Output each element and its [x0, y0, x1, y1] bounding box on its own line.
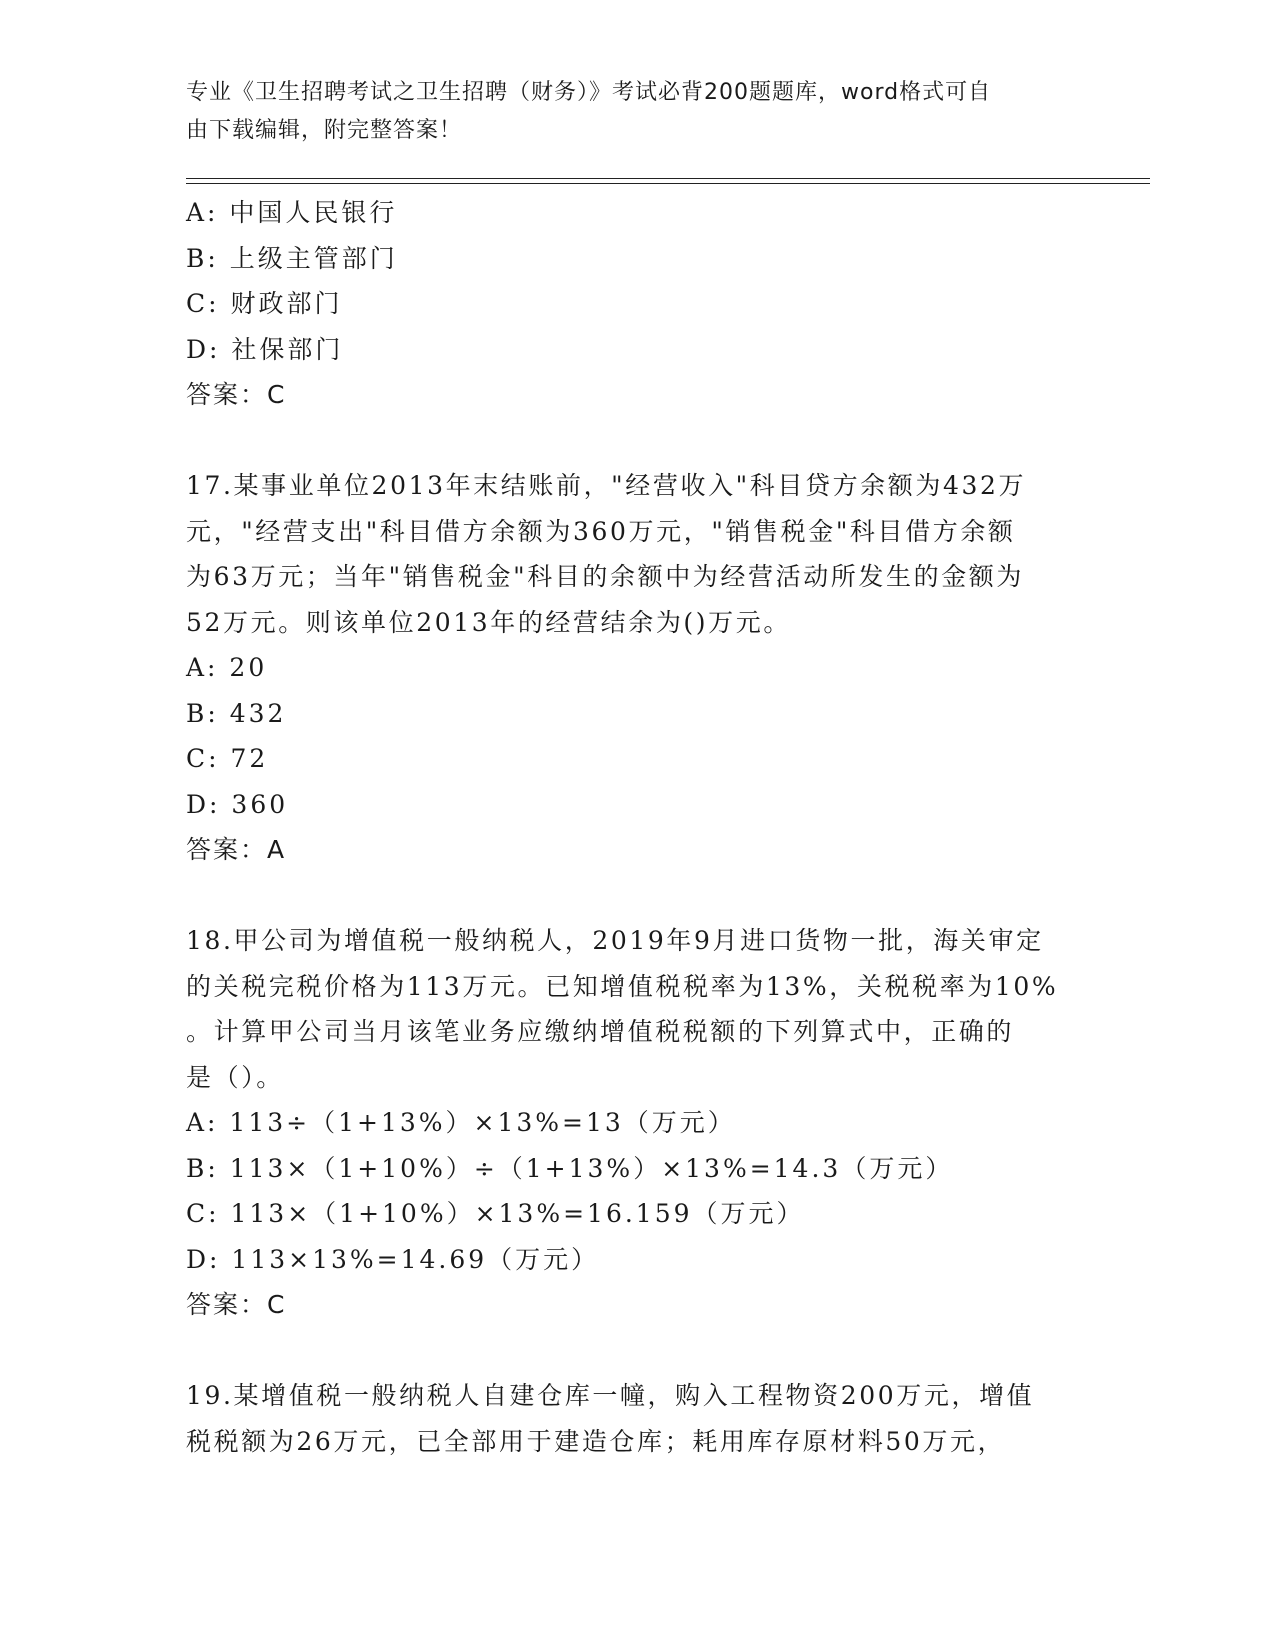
answer-line: 答案：C [186, 1290, 287, 1319]
option-c: C: 72 [186, 744, 269, 773]
question-text [186, 463, 1086, 645]
question-text [186, 1373, 1086, 1464]
option-b: B: 113×（1+10%）÷（1+13%）×13%=14.3（万元） [186, 1153, 954, 1183]
question-line: 元，"经营支出"科目借方余额为360万元，"销售税金"科目借方余额 [186, 516, 1016, 546]
question-line: 为63万元；当年"销售税金"科目的余额中为经营活动所发生的金额为 [186, 562, 1025, 591]
answer-line: 答案：C [186, 380, 287, 409]
question-16 [186, 190, 1086, 418]
option-d: D: 社保部门 [186, 334, 344, 364]
question-line: 19.某增值税一般纳税人自建仓库一幢，购入工程物资200万元，增值 [186, 1381, 1035, 1410]
question-line: 52万元。则该单位2013年的经营结余为()万元。 [186, 607, 791, 637]
question-line: 17.某事业单位2013年末结账前，"经营收入"科目贷方余额为432万 [186, 471, 1027, 500]
question-17 [186, 463, 1086, 873]
question-line: 税税额为26万元，已全部用于建造仓库；耗用库存原材料50万元， [186, 1426, 1006, 1456]
option-b: B: 上级主管部门 [186, 243, 398, 273]
option-b: B: 432 [186, 698, 287, 728]
question-line: 的关税完税价格为113万元。已知增值税税率为13%，关税税率为10% [186, 971, 1059, 1001]
header-divider-bottom [186, 183, 1150, 184]
document-body [186, 190, 1086, 1464]
option-a: A: 中国人民银行 [186, 198, 398, 227]
option-a: A: 113÷（1+13%）×13%=13（万元） [186, 1108, 736, 1137]
header-line-1: 专业《卫生招聘考试之卫生招聘（财务）》考试必背200题题库，word格式可自 [186, 80, 992, 105]
question-line: 是（）。 [186, 1062, 284, 1092]
question-18 [186, 918, 1086, 1328]
option-c: C: 113×（1+10%）×13%=16.159（万元） [186, 1199, 805, 1228]
option-d: D: 113×13%=14.69（万元） [186, 1244, 600, 1274]
option-a: A: 20 [186, 653, 268, 682]
header-line-2: 由下载编辑，附完整答案！ [186, 118, 463, 143]
header-divider-top [186, 178, 1150, 179]
question-19 [186, 1373, 1086, 1464]
question-line: 。计算甲公司当月该笔业务应缴纳增值税税额的下列算式中，正确的 [186, 1017, 1015, 1046]
document-header [186, 74, 1066, 150]
option-d: D: 360 [186, 789, 289, 819]
question-line: 18.甲公司为增值税一般纳税人，2019年9月进口货物一批，海关审定 [186, 926, 1044, 955]
answer-line: 答案：A [186, 835, 287, 864]
option-c: C: 财政部门 [186, 289, 343, 318]
question-text [186, 918, 1086, 1100]
